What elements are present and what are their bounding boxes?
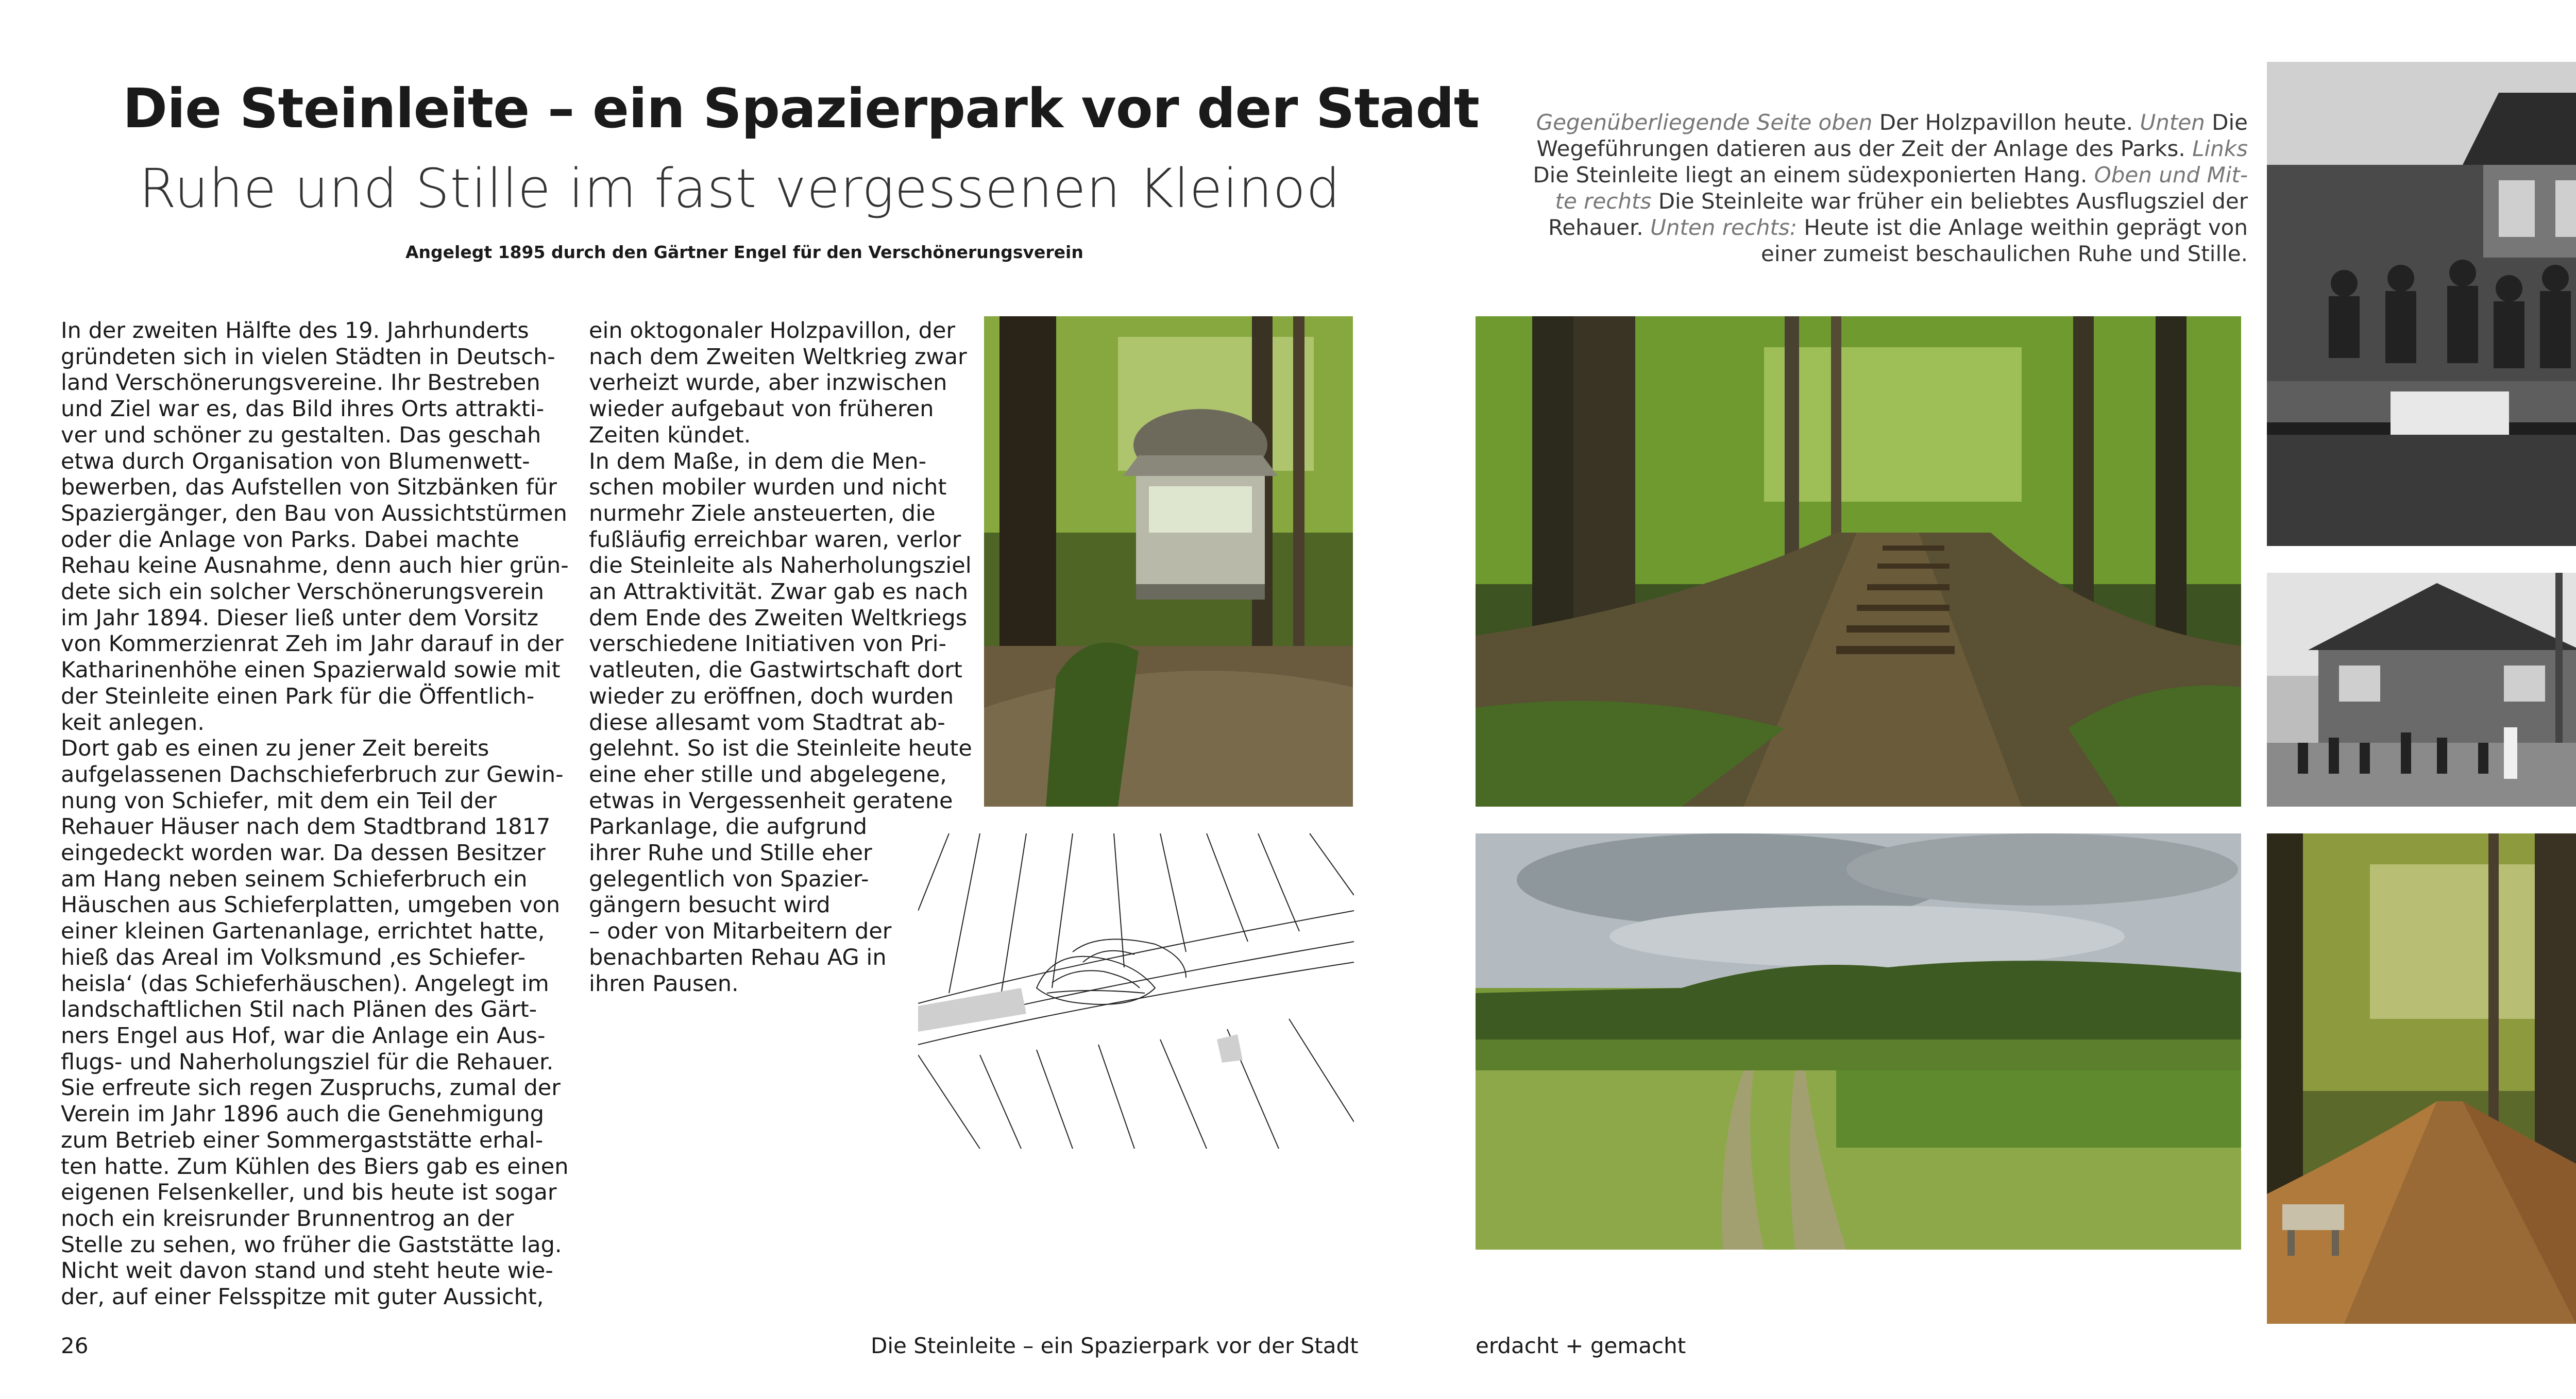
text-line: im Jahr 1894. Dieser ließ unter dem Vorsitz bbox=[61, 605, 539, 631]
text-line: eigenen Felsenkeller, und bis heute ist sogar bbox=[61, 1180, 557, 1206]
text-line: eine eher stille und abgelegene, bbox=[589, 761, 947, 788]
caption-position-label: Oben und Mit- bbox=[2094, 162, 2248, 187]
text-line: aufgelassenen Dachschieferbruch zur Gewin- bbox=[61, 761, 564, 788]
text-line: flugs- und Naherholungsziel für die Rehauer. bbox=[61, 1049, 554, 1075]
pavilion-photo bbox=[984, 316, 1353, 807]
caption-line bbox=[1494, 188, 2248, 214]
caption-line bbox=[1494, 109, 2248, 135]
autumn-forest-path-photo bbox=[2267, 833, 2576, 1324]
text-line: noch ein kreisrunder Brunnentrog an der bbox=[61, 1205, 514, 1232]
text-line: heisla‘ (das Schieferhäuschen). Angelegt im bbox=[61, 970, 549, 997]
text-line: – oder von Mitarbeitern der bbox=[589, 918, 892, 945]
text-line: etwa durch Organisation von Blumenwett- bbox=[61, 448, 530, 474]
text-line: diese allesamt vom Stadtrat ab- bbox=[589, 709, 945, 736]
text-line: Dort gab es einen zu jener Zeit bereits bbox=[61, 736, 489, 762]
caption-text: Heute ist die Anlage weithin geprägt von bbox=[1804, 215, 2248, 240]
text-line: Zeiten kündet. bbox=[589, 422, 751, 448]
text-line: einer kleinen Gartenanlage, errichtet hatte, bbox=[61, 918, 545, 945]
text-line: gelegentlich von Spazier- bbox=[589, 866, 869, 892]
caption-line bbox=[1494, 135, 2248, 162]
text-line: In dem Maße, in dem die Men- bbox=[589, 448, 927, 474]
text-line: verschiedene Initiativen von Pri- bbox=[589, 631, 947, 657]
text-line: vatleuten, die Gastwirtschaft dort bbox=[589, 657, 962, 684]
text-line: am Hang neben seinem Schieferbruch ein bbox=[61, 866, 528, 892]
text-line: benachbarten Rehau AG in bbox=[589, 944, 887, 970]
text-line: der Steinleite einen Park für die Öffentlich- bbox=[61, 683, 535, 709]
caption-position-label: Unten bbox=[2140, 110, 2212, 135]
text-line: dete sich ein solcher Verschönerungsverein bbox=[61, 579, 545, 605]
caption-line bbox=[1494, 162, 2248, 188]
text-line: zum Betrieb einer Sommergaststätte erhal- bbox=[61, 1127, 544, 1153]
text-line: nach dem Zweiten Weltkrieg zwar bbox=[589, 344, 967, 370]
text-line: Stelle zu sehen, wo früher die Gaststätte lag. bbox=[61, 1232, 562, 1258]
text-line: land Verschönerungsvereine. Ihr Bestreben bbox=[61, 370, 540, 396]
text-line: Sie erfreute sich regen Zuspruchs, zumal der bbox=[61, 1075, 561, 1101]
text-line: Rehau keine Ausnahme, denn auch hier grün- bbox=[61, 553, 569, 579]
text-line: nurmehr Ziele ansteuerten, die bbox=[589, 500, 936, 526]
text-line: gelehnt. So ist die Steinleite heute bbox=[589, 736, 972, 762]
text-line: nung von Schiefer, mit dem ein Teil der bbox=[61, 788, 497, 814]
body-column-2 bbox=[589, 318, 972, 997]
text-line: hieß das Areal im Volksmund ‚es Schiefer- bbox=[61, 944, 526, 970]
text-line: von Kommerzienrat Zeh im Jahr darauf in der bbox=[61, 631, 564, 657]
text-line: eingedeckt worden war. Da dessen Besitzer bbox=[61, 840, 546, 866]
text-line: Nicht weit davon stand und steht heute wie- bbox=[61, 1258, 553, 1284]
text-line: ihren Pausen. bbox=[589, 970, 739, 997]
text-line: schen mobiler wurden und nicht bbox=[589, 474, 947, 501]
text-line: wieder zu eröffnen, doch wurden bbox=[589, 683, 954, 709]
caption-text: Rehauer. bbox=[1548, 215, 1651, 240]
text-line: fußläufig erreichbar waren, verlor bbox=[589, 526, 961, 553]
text-line: verheizt wurde, aber inzwischen bbox=[589, 370, 947, 396]
text-line: an Attraktivität. Zwar gab es nach bbox=[589, 579, 969, 605]
text-line: keit anlegen. bbox=[61, 709, 205, 736]
caption-position-label: Gegenüberliegende Seite oben bbox=[1536, 110, 1879, 135]
cadastral-map-drawing bbox=[918, 833, 1354, 1149]
text-line: gründeten sich in vielen Städten in Deutsch- bbox=[61, 344, 555, 370]
text-line: Rehauer Häuser nach dem Stadtbrand 1817 bbox=[61, 814, 551, 840]
text-line: bewerben, das Aufstellen von Sitzbänken für bbox=[61, 474, 557, 501]
caption-line bbox=[1494, 214, 2248, 241]
caption-text: Die Steinleite liegt an einem südexponierten Hang. bbox=[1533, 162, 2094, 187]
caption-position-label: te rechts bbox=[1555, 189, 1658, 214]
caption-position-label: Unten rechts: bbox=[1650, 215, 1804, 240]
image-caption bbox=[1494, 109, 2248, 267]
caption-position-label: Links bbox=[2192, 136, 2248, 161]
meadow-landscape-photo bbox=[1476, 833, 2241, 1250]
text-line: etwas in Vergessenheit geratene bbox=[589, 788, 953, 814]
page-title: Die Steinleite – ein Spazierpark vor der Stadt bbox=[123, 77, 1479, 140]
page-number-left: 26 bbox=[61, 1333, 89, 1358]
historic-beer-garden-photo bbox=[2267, 573, 2576, 807]
text-line: gängern besucht wird bbox=[589, 892, 831, 918]
text-line: landschaftlichen Stil nach Plänen des Gärt- bbox=[61, 997, 537, 1023]
body-column-1 bbox=[61, 318, 569, 1310]
kicker-line: Angelegt 1895 durch den Gärtner Engel für den Verschönerungsverein bbox=[405, 242, 1083, 262]
text-line: ihrer Ruhe und Stille eher bbox=[589, 840, 872, 866]
text-line: dem Ende des Zweiten Weltkriegs bbox=[589, 605, 968, 631]
caption-text: einer zumeist beschaulichen Ruhe und Stille. bbox=[1761, 241, 2248, 266]
text-line: wieder aufgebaut von früheren bbox=[589, 396, 934, 422]
caption-text: Der Holzpavillon heute. bbox=[1879, 110, 2140, 135]
text-line: ten hatte. Zum Kühlen des Biers gab es einen bbox=[61, 1153, 569, 1180]
text-line: In der zweiten Hälfte des 19. Jahrhunderts bbox=[61, 318, 529, 344]
text-line: ver und schöner zu gestalten. Das geschah bbox=[61, 422, 541, 448]
text-line: die Steinleite als Naherholungsziel bbox=[589, 553, 972, 579]
text-line: Katharinenhöhe einen Spazierwald sowie mit bbox=[61, 657, 561, 684]
historic-pavilion-group-photo bbox=[2267, 62, 2576, 546]
text-line: Häuschen aus Schieferplatten, umgeben von bbox=[61, 892, 561, 918]
caption-text: Die Steinleite war früher ein beliebtes Ausflugsziel der bbox=[1658, 189, 2248, 214]
text-line: und Ziel war es, das Bild ihres Orts attrakti- bbox=[61, 396, 545, 422]
text-line: oder die Anlage von Parks. Dabei machte bbox=[61, 526, 519, 553]
text-line: ners Engel aus Hof, war die Anlage ein Aus- bbox=[61, 1022, 546, 1049]
text-line: ein oktogonaler Holzpavillon, der bbox=[589, 318, 956, 344]
caption-text: Die bbox=[2212, 110, 2248, 135]
page-subtitle: Ruhe und Stille im fast vergessenen Kleinod bbox=[139, 157, 1341, 220]
text-line: Verein im Jahr 1896 auch die Genehmigung bbox=[61, 1101, 545, 1128]
forest-steps-photo bbox=[1476, 316, 2241, 807]
caption-text: Wegeführungen datieren aus der Zeit der Anlage des Parks. bbox=[1536, 136, 2193, 161]
text-line: der, auf einer Felsspitze mit guter Aussicht, bbox=[61, 1284, 544, 1310]
running-head-right: erdacht + gemacht bbox=[1476, 1333, 1686, 1358]
text-line: Parkanlage, die aufgrund bbox=[589, 814, 868, 840]
caption-line bbox=[1494, 241, 2248, 267]
running-head-left: Die Steinleite – ein Spazierpark vor der Stadt bbox=[871, 1333, 1359, 1358]
text-line: Spaziergänger, den Bau von Aussichtstürmen bbox=[61, 500, 567, 526]
